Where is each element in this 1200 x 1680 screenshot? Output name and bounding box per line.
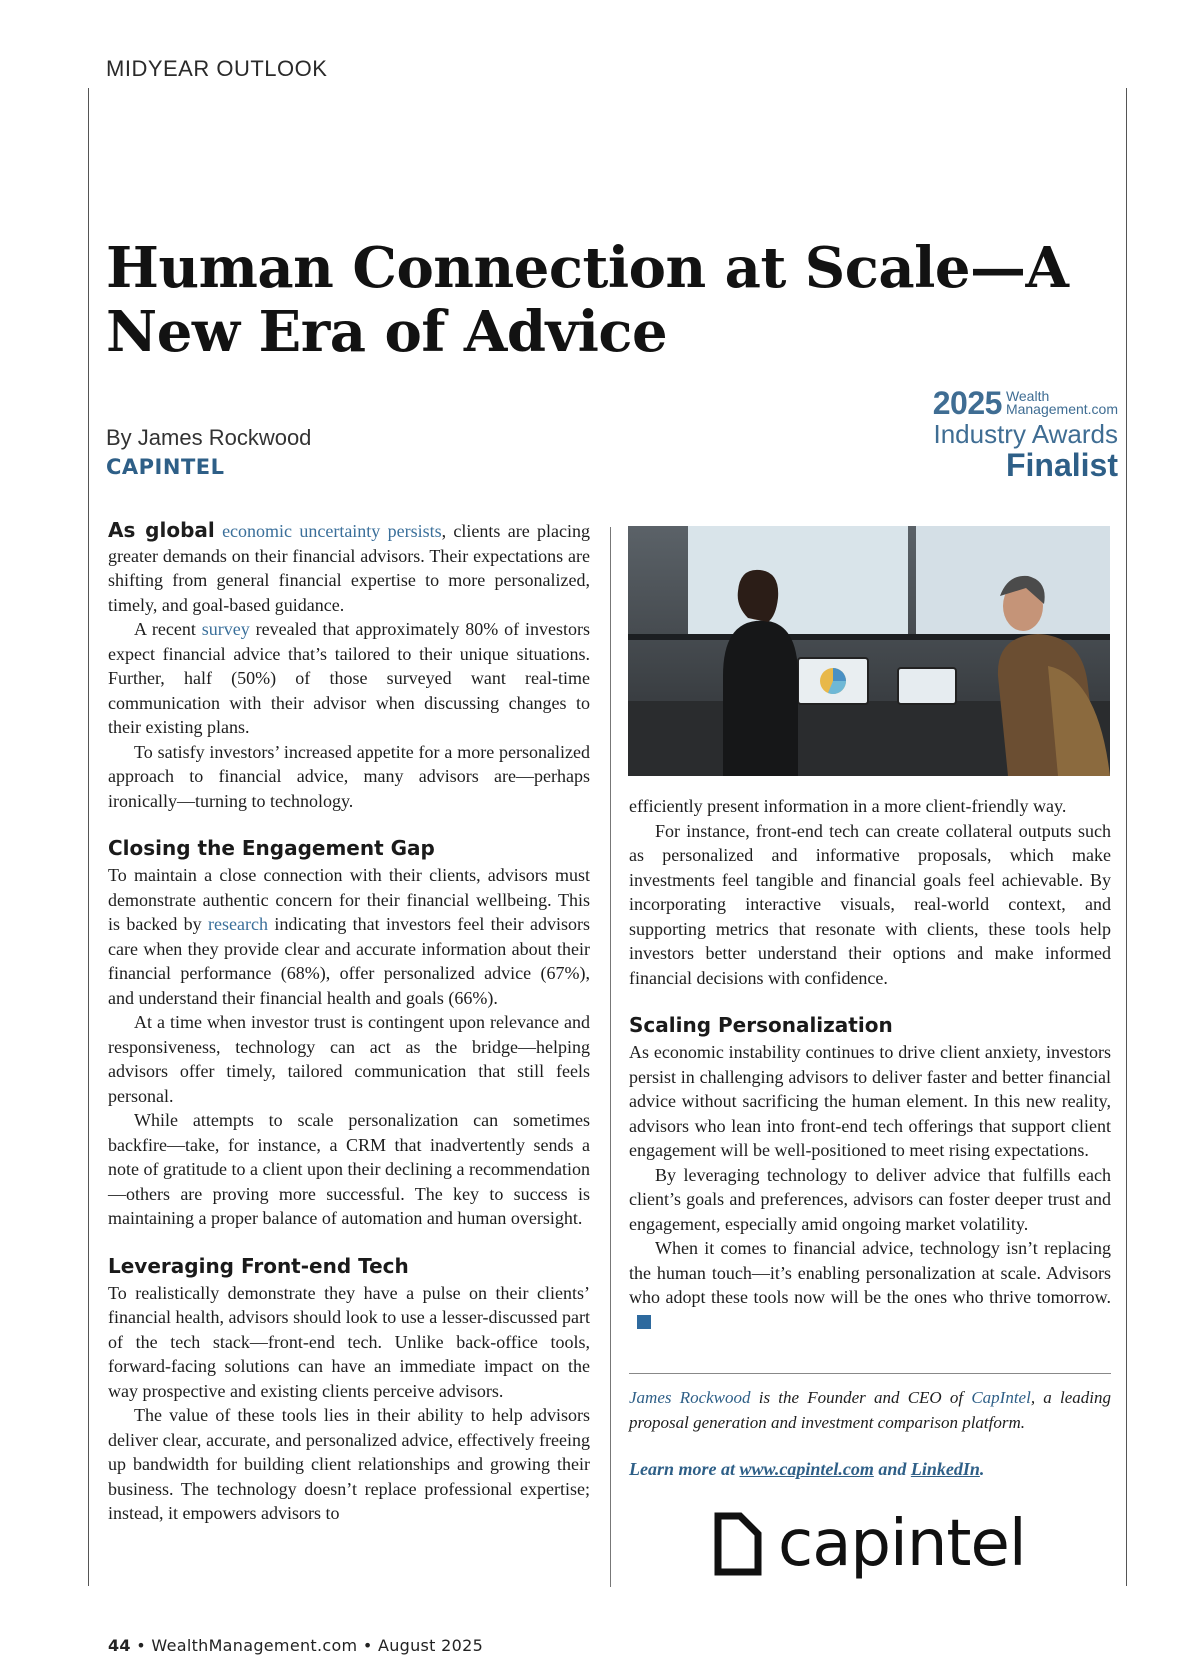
paragraph-text: revealed that approximately 80% of investors expect financial advice that’s tailored to their unique situations. Further, half (50%) of those surveyed want real-time communication with their advisor when discussing changes to their existing plans. (108, 619, 590, 737)
paragraph: The value of these tools lies in their ability to help advisors deliver clear, accurate, and personalized advice, effectively freeing up bandwidth for building client relationships and growing their business. The technology doesn’t replace professional expertise; instead, it empowers advisors to (108, 1405, 590, 1523)
lead-in: As global (108, 518, 215, 542)
link-survey[interactable]: survey (201, 619, 250, 639)
column-divider (610, 527, 611, 1587)
learn-more-text: Learn more at (629, 1459, 740, 1479)
subhead-scaling-personalization: Scaling Personalization (629, 1013, 893, 1037)
bio-text: , a leading proposal generation and investment comparison platform. (629, 1388, 1111, 1432)
left-column (108, 518, 590, 1526)
footer-separator: • (130, 1636, 152, 1655)
award-badge (870, 385, 1118, 483)
paragraph (108, 518, 590, 617)
paragraph: As economic instability continues to drive client anxiety, investors persist in challenging advisors to deliver faster and better financial advice without sacrificing the human element. In this new reality, advisors who lean into front-end tech offerings that support client engagement will be well-positioned to meet rising expectations. (629, 1042, 1111, 1160)
paragraph: efficiently present information in a more client-friendly way. (629, 796, 1067, 816)
paragraph-text: A recent (134, 619, 202, 639)
award-brand-line1: Wealth (1005, 388, 1050, 404)
paragraph-text: , clients are placing greater demands on their financial advisors. Their expectations are shifting from general financial expertise to more personalized, timely, and goal-based guidance. (108, 521, 590, 615)
footer-separator: • (357, 1636, 378, 1655)
paragraph: For instance, front-end tech can create collateral outputs such as personalized and informative proposals, which make investments feel tangible and financial goals feel achievable. By incorporating interactive visuals, real-world context, and supporting metrics that resonate with clients, these tools help investors better understand their options and make informed financial decisions with confidence. (629, 820, 1111, 988)
article-photo (628, 526, 1110, 776)
end-mark-icon (637, 1315, 651, 1329)
subhead-front-end-tech: Leveraging Front-end Tech (108, 1253, 409, 1278)
article-title: Human Connection at Scale—A New Era of Advice (106, 235, 1069, 365)
bio-text: is the Founder and CEO of (750, 1388, 972, 1407)
learn-more-text: . (979, 1459, 985, 1479)
link-research[interactable]: research (208, 914, 268, 934)
footer-publication: WealthManagement.com (151, 1636, 358, 1655)
paragraph: While attempts to scale personalization can sometimes backfire—take, for instance, a CRM that inadvertently sends a note of gratitude to a client upon their declining a recommendation—others are proving more successful. The key to success is maintaining a proper balance of automation and human oversight. (108, 1110, 590, 1228)
paragraph: To realistically demonstrate they have a pulse on their clients’ financial health, advisors should look to use a lesser-discussed part of the tech stack—front-end tech. Unlike back-office tools, forward-facing solutions can have an immediate impact on the way prospective and existing clients perceive advisors. (108, 1282, 590, 1401)
award-brand-line2: Management.com (1005, 401, 1118, 417)
right-page-rule (1126, 88, 1127, 1586)
link-website[interactable]: www.capintel.com (739, 1459, 874, 1479)
learn-more (629, 1459, 1111, 1480)
paragraph (629, 1236, 1111, 1334)
left-page-rule (88, 88, 89, 1586)
award-brand (1006, 390, 1118, 416)
capintel-wordmark: capintel (778, 1507, 1026, 1581)
paragraph (108, 863, 590, 1010)
link-linkedin[interactable]: LinkedIn (910, 1459, 980, 1479)
subhead-engagement-gap: Closing the Engagement Gap (108, 836, 435, 860)
right-column (629, 794, 1111, 1334)
author-bio (629, 1385, 1111, 1435)
author-company: CAPINTEL (106, 455, 225, 479)
link-economic-uncertainty[interactable]: economic uncertainty persists (222, 521, 442, 541)
award-status: Finalist (1005, 447, 1118, 483)
section-label: MIDYEAR OUTLOOK (106, 56, 328, 81)
bio-author-name: James Rockwood (629, 1388, 751, 1407)
paragraph-text: indicating that investors feel their advisors care when they provide clear and accurate information about their financial performance (68%), offer personalized advice (67%), and understand their financial health and goals (66%). (108, 914, 590, 1008)
footer-date: August 2025 (377, 1636, 484, 1655)
paragraph-text: When it comes to financial advice, technology isn’t replacing the human touch—it’s enabling personalization at scale. Advisors who adopt these tools now will be the ones who thrive tomorrow. (629, 1238, 1111, 1307)
byline: By James Rockwood (106, 425, 312, 450)
capintel-logo-icon (712, 1512, 764, 1576)
award-year: 2025 (932, 385, 1002, 421)
paragraph-text: To maintain a close connection with their clients, advisors must demonstrate authentic concern for their financial wellbeing. This is backed by (108, 865, 590, 934)
award-subtitle: Industry Awards (933, 419, 1118, 449)
meeting-illustration (628, 526, 1110, 776)
paragraph: To satisfy investors’ increased appetite for a more personalized approach to financial advice, many advisors are—perhaps ironically—turning to technology. (108, 741, 590, 811)
capintel-logo (712, 1507, 1026, 1581)
paragraph: By leveraging technology to deliver advice that fulfills each client’s goals and preferences, advisors can foster deeper trust and engagement, especially amid ongoing market volatility. (629, 1164, 1111, 1234)
paragraph (108, 617, 590, 740)
page-footer (108, 1636, 483, 1655)
paragraph: At a time when investor trust is contingent upon relevance and responsiveness, technology can act as the bridge—helping advisors offer timely, tailored communication that still feels personal. (108, 1012, 590, 1106)
learn-more-text: and (873, 1459, 911, 1479)
link-capintel[interactable]: CapIntel (971, 1388, 1031, 1407)
bio-divider (629, 1373, 1111, 1374)
page-number: 44 (108, 1636, 131, 1655)
